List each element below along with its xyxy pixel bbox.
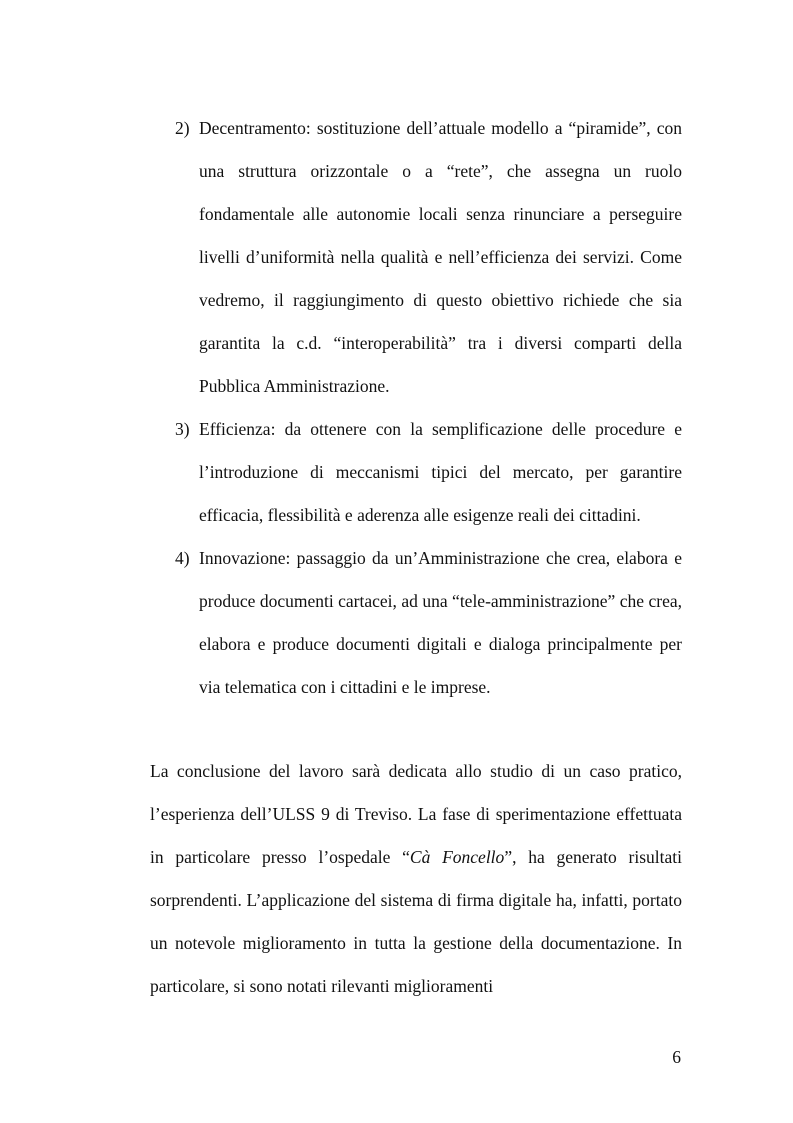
paragraph-text-part1: La conclusione del lavoro sarà dedicata allo studio di un caso pratico, l’esperienza dell’ULSS 9 di Treviso. La fase di sperimentazione effettuata in particolare presso l’ospedale “ — [150, 761, 682, 867]
list-item-number: 2) — [175, 118, 190, 138]
list-item-text: Efficienza: da ottenere con la semplificazione delle procedure e l’introduzione di meccanismi tipici del mercato, per garantire efficacia, flessibilità e aderenza alle esigenze reali dei cittadini. — [199, 419, 682, 525]
numbered-list — [150, 107, 682, 709]
list-item-number: 4) — [175, 548, 190, 568]
list-item-number: 3) — [175, 419, 190, 439]
list-item — [150, 537, 682, 709]
page-number: 6 — [672, 1047, 681, 1067]
list-item-text: Decentramento: sostituzione dell’attuale modello a “piramide”, con una struttura orizzontale o a “rete”, che assegna un ruolo fondamentale alle autonomie locali senza rinunciare a perseguire livelli d’uniformità nella qualità e nell’efficienza dei servizi. Come vedremo, il raggiungimento di questo obiettivo richiede che sia garantita la c.d. “interoperabilità” tra i diversi comparti della Pubblica Amministrazione. — [199, 118, 682, 396]
body-paragraph — [150, 750, 682, 1008]
paragraph-text-part2: ”, ha generato risultati sorprendenti. L’applicazione del sistema di firma digitale ha, infatti, portato un notevole miglioramento in tutta la gestione della documentazione. In particolare, si sono notati rilevanti miglioramenti — [150, 847, 682, 996]
list-item-text: Innovazione: passaggio da un’Amministrazione che crea, elabora e produce documenti cartacei, ad una “tele-amministrazione” che crea, elabora e produce documenti digitali e dialoga principalmente per via telematica con i cittadini e le imprese. — [199, 548, 682, 697]
list-item — [150, 408, 682, 537]
hospital-name-italic: Cà Foncello — [409, 847, 505, 867]
list-item — [150, 107, 682, 408]
